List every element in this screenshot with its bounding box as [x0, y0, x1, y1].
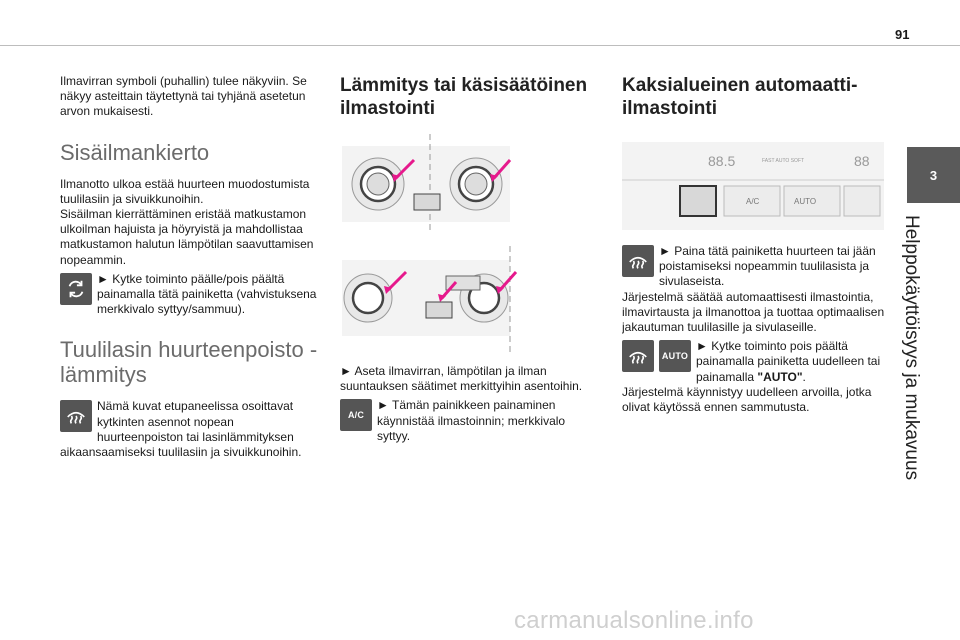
recirculation-step: [60, 272, 322, 318]
ac-step-text: ► Tämän painikkeen painaminen käynnistää ilmastoinnin; merkkivalo syttyy.: [377, 398, 566, 443]
heading-windscreen-demist: Tuulilasin huurteenpoisto - lämmitys: [60, 337, 318, 388]
auto-panel-illustration: [622, 136, 884, 236]
manual-panel-illustration-1: [340, 134, 520, 234]
auto-icon: AUTO: [659, 340, 691, 372]
panel-modes: FAST AUTO SOFT: [762, 158, 805, 164]
panel-ac-label: A/C: [746, 197, 760, 206]
recirculation-step-text: ► Kytke toiminto päälle/pois päältä painamalla tätä painiketta (vahvistuksena merkkivalo syttyy/sammuu).: [97, 271, 317, 317]
windscreen-demist-icon: [622, 245, 654, 277]
heading-dual-zone: Kaksialueinen automaatti-ilmastointi: [622, 75, 858, 119]
auto-panel-figure: [622, 136, 884, 238]
auto-demist-text: ► Paina tätä painiketta huurteen tai jään poistamiseksi nopeammin tuulilasista ja sivulaseista. Järjestelmä säätää automaattisesti ilmastointia, ilmavirtausta ja ilmanottoa ja tuottaa optimaalisen jakautuman tuulilasille ja sivulaseille.: [622, 244, 885, 335]
windscreen-demist-icon: [60, 400, 92, 432]
manual-panel-illustration-2: [340, 246, 520, 356]
manual-panel-figure-1: [340, 134, 520, 234]
manual-step-1: ► Aseta ilmavirran, lämpötilan ja ilman suuntauksen säätimet merkittyihin asentoihin.: [340, 364, 583, 394]
column-2: [340, 74, 600, 444]
auto-demist-step: [622, 244, 886, 335]
manual-panel-figure-2: [340, 246, 520, 356]
page-number: 91: [895, 27, 910, 42]
top-rule: [0, 45, 960, 46]
recirculation-text: Ilmanotto ulkoa estää huurteen muodostumista tuulilasiin ja sivuikkunoihin. Sisäilman kierrättäminen eristää matkustamon ulkoilman hajuista ja höyryistä ja mahdollistaa matkustamon halutun lämpötilan saavuttamisen nopeammin.: [60, 176, 314, 267]
windscreen-demist-icon: [622, 340, 654, 372]
column-3: [622, 74, 886, 415]
demist-step: [60, 399, 322, 460]
auto-off-step: [622, 339, 886, 415]
ac-icon: A/C: [340, 399, 372, 431]
fan-symbol-text: Ilmavirran symboli (puhallin) tulee näkyviin. Se näkyy asteittain täytettynä tai tyhjänä asetetun arvon mukaisesti.: [60, 74, 307, 119]
panel-display-right: 88: [854, 153, 870, 169]
heading-manual-climate: Lämmitys tai käsisäätöinen ilmastointi: [340, 75, 588, 119]
ac-step: [340, 398, 600, 444]
auto-off-text: ► Kytke toiminto pois päältä painamalla painiketta uudelleen tai painamalla "AUTO". Järjestelmä käynnistyy uudelleen arvoilla, jotka olivat käytössä ennen sammutusta.: [622, 339, 881, 415]
chapter-title: Helppokäyttöisyys ja mukavuus: [901, 215, 922, 481]
chapter-tab[interactable]: 3: [907, 147, 960, 203]
panel-display-left: 88.5: [708, 153, 736, 169]
demist-text: Nämä kuvat etupaneelissa osoittavat kytkinten asennot nopean huurteenpoiston tai lasinlämmityksen aikaansaamiseksi tuulilasiin ja sivuikkunoihin.: [60, 399, 302, 460]
watermark: carmanualsonline.info: [514, 607, 754, 634]
heading-recirculation: Sisäilmankierto: [60, 139, 210, 165]
panel-auto-label: AUTO: [794, 197, 817, 206]
recirculation-icon: [60, 273, 92, 305]
column-1: [60, 74, 322, 460]
